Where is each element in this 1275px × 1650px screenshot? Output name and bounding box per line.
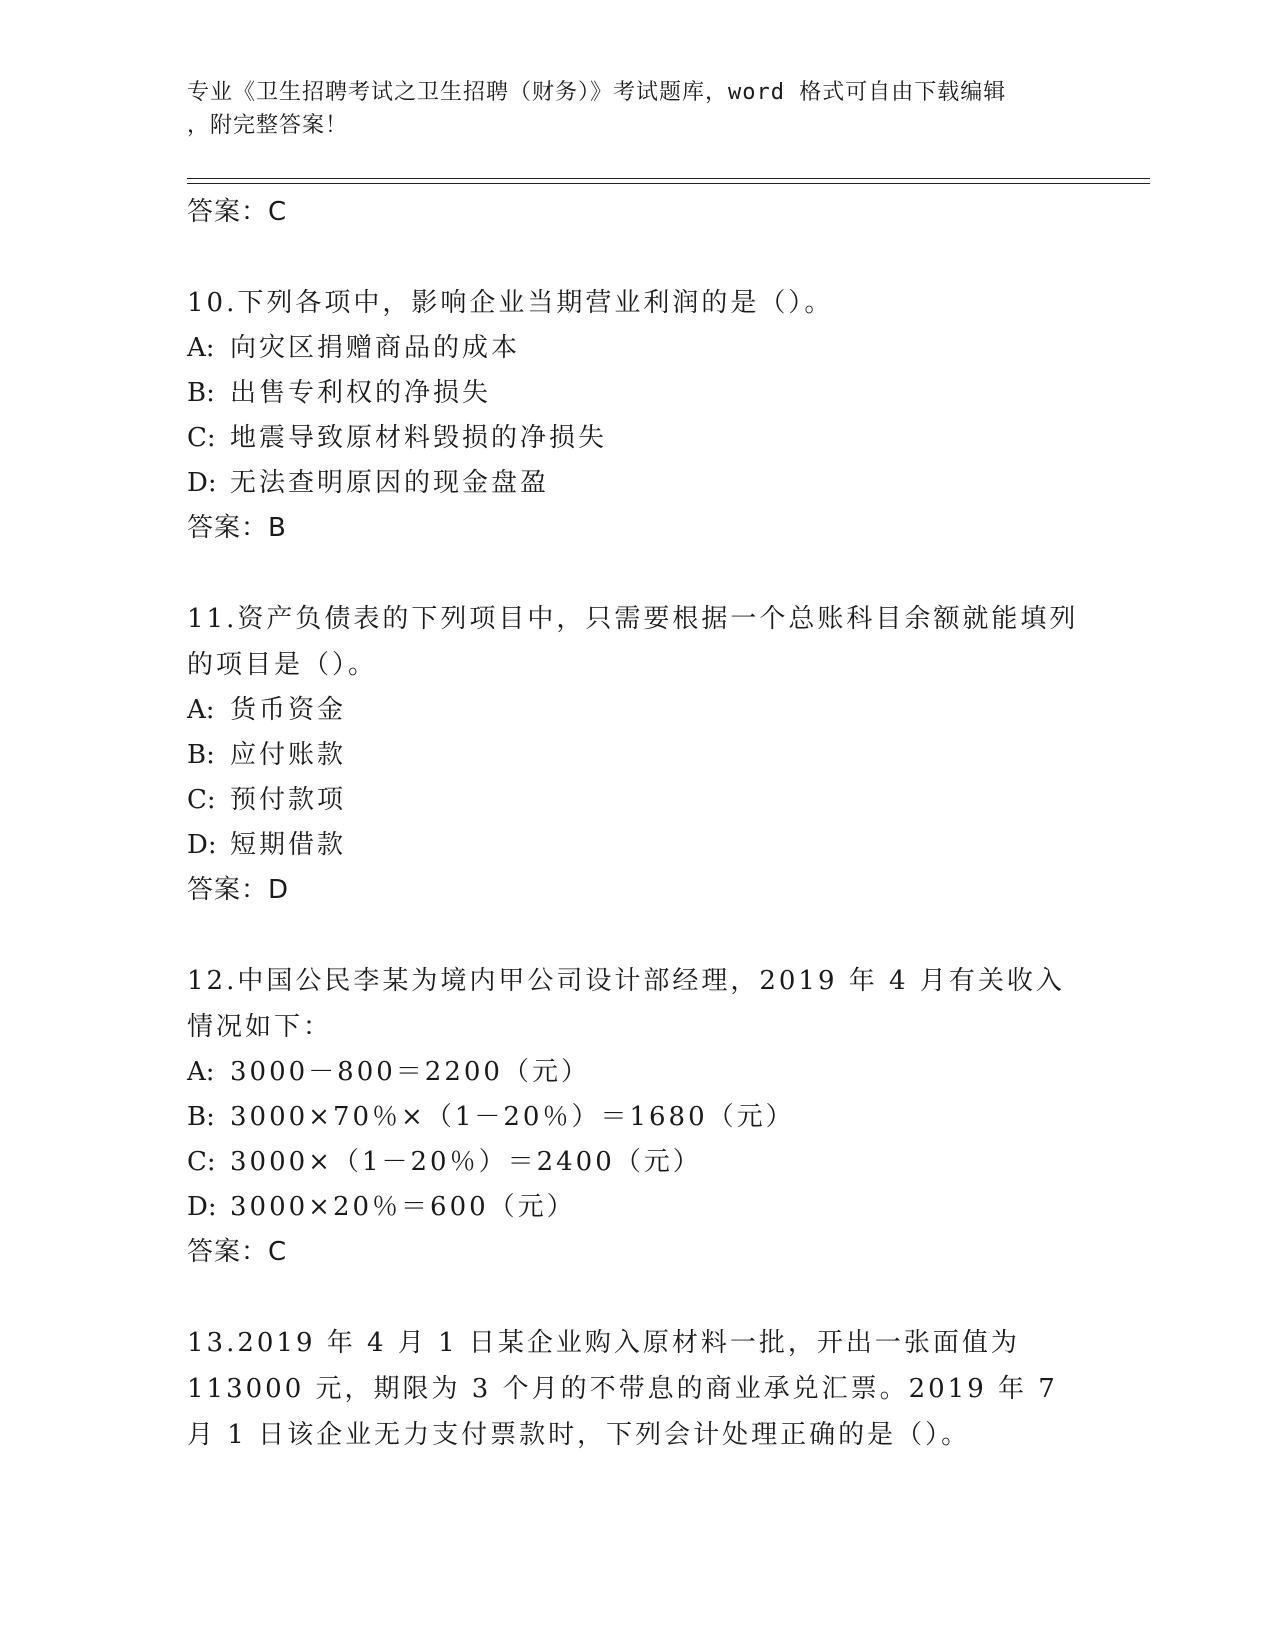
header-rule-top bbox=[187, 178, 1150, 179]
option-text: 3000－800＝2200（元） bbox=[230, 1057, 590, 1087]
question-11 bbox=[187, 596, 1087, 913]
option-letter: D: bbox=[187, 468, 217, 498]
option-text: 向灾区捐赠商品的成本 bbox=[230, 333, 521, 363]
option-b bbox=[187, 733, 1087, 778]
option-a bbox=[187, 326, 1087, 371]
page-header bbox=[187, 76, 1067, 142]
option-c bbox=[187, 1140, 1087, 1185]
option-a bbox=[187, 688, 1087, 733]
option-letter: D: bbox=[187, 830, 217, 860]
option-text: 3000×70％×（1－20％）＝1680（元） bbox=[230, 1102, 795, 1132]
answer: 答案：D bbox=[187, 875, 290, 905]
option-text: 3000×（1－20％）＝2400（元） bbox=[230, 1147, 702, 1177]
option-letter: C: bbox=[187, 785, 216, 815]
option-letter: B: bbox=[187, 740, 215, 770]
option-text: 短期借款 bbox=[230, 830, 347, 860]
option-b bbox=[187, 371, 1087, 416]
option-letter: C: bbox=[187, 1147, 216, 1177]
option-text: 应付账款 bbox=[230, 740, 347, 770]
previous-answer: 答案：C bbox=[187, 197, 288, 227]
question-stem: 10.下列各项中，影响企业当期营业利润的是（）。 bbox=[187, 288, 834, 318]
option-d bbox=[187, 1185, 1087, 1230]
answer: 答案：C bbox=[187, 1237, 288, 1267]
option-letter: A: bbox=[187, 1057, 215, 1087]
header-rule-bottom bbox=[187, 183, 1150, 184]
option-letter: B: bbox=[187, 1102, 215, 1132]
question-stem: 13.2019 年 4 月 1 日某企业购入原材料一批，开出一张面值为 113000 元，期限为 3 个月的不带息的商业承兑汇票。2019 年 7 月 1 日该企业无力支付票款时，下列会计处理正确的是（）。 bbox=[187, 1328, 1058, 1450]
option-letter: A: bbox=[187, 333, 215, 363]
question-13 bbox=[187, 1320, 1087, 1458]
answer: 答案：B bbox=[187, 513, 287, 543]
option-c bbox=[187, 416, 1087, 461]
header-line-1: 专业《卫生招聘考试之卫生招聘（财务）》考试题库，word 格式可自由下载编辑 bbox=[187, 80, 1007, 105]
option-letter: B: bbox=[187, 378, 215, 408]
option-letter: C: bbox=[187, 423, 216, 453]
question-stem: 12.中国公民李某为境内甲公司设计部经理，2019 年 4 月有关收入情况如下： bbox=[187, 966, 1065, 1042]
option-c bbox=[187, 778, 1087, 823]
option-text: 预付款项 bbox=[230, 785, 347, 815]
option-a bbox=[187, 1050, 1087, 1095]
option-d bbox=[187, 461, 1087, 506]
option-letter: D: bbox=[187, 1192, 217, 1222]
option-d bbox=[187, 823, 1087, 868]
option-text: 货币资金 bbox=[230, 695, 347, 725]
option-letter: A: bbox=[187, 695, 215, 725]
option-text: 3000×20％＝600（元） bbox=[230, 1192, 576, 1222]
option-b bbox=[187, 1095, 1087, 1140]
question-stem: 11.资产负债表的下列项目中，只需要根据一个总账科目余额就能填列的项目是（）。 bbox=[187, 604, 1079, 680]
question-12 bbox=[187, 958, 1087, 1275]
question-list bbox=[187, 190, 1087, 1458]
option-text: 地震导致原材料毁损的净损失 bbox=[230, 423, 608, 453]
question-10 bbox=[187, 280, 1087, 551]
option-text: 出售专利权的净损失 bbox=[230, 378, 492, 408]
header-line-2: ，附完整答案！ bbox=[187, 113, 349, 138]
option-text: 无法查明原因的现金盘盈 bbox=[230, 468, 550, 498]
